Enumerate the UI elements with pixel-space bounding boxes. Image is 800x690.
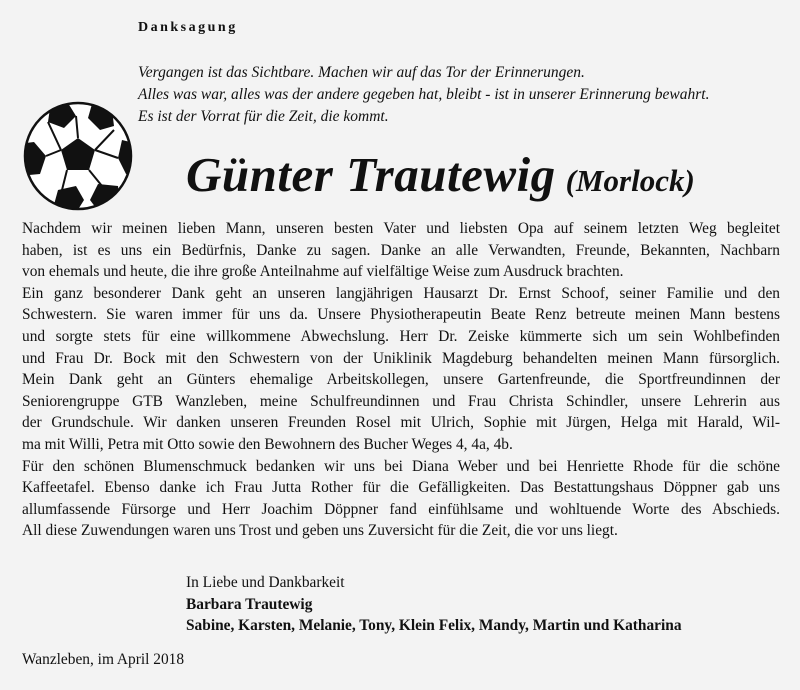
poem-line: Vergangen ist das Sichtbare. Machen wir auf das Tor der Erinnerungen. [138, 64, 585, 81]
text-line: allumfassende Fürsorge und Herr Joachim Döppner fand einfühlsame und wohltuende Worte des Abschieds. [22, 500, 780, 518]
family-names: Sabine, Karsten, Melanie, Tony, Klein Felix, Mandy, Martin und Katharina [186, 617, 682, 635]
text-line: von ehemals und heute, die ihre große Anteilnahme auf vielfältige Weise zum Ausdruck brachten. [22, 263, 624, 281]
poem-line: Alles was war, alles was der andere gegeben hat, bleibt - ist in unserer Erinnerung bewahrt. [138, 86, 710, 103]
deceased-name-line [186, 146, 695, 203]
widow-name: Barbara Trautewig [186, 595, 313, 613]
text-line: Schwestern. Sie waren immer für uns da. Unsere Physiotherapeutin Beate Renz betreute meinen Mann bestens [22, 306, 780, 324]
text-line: und sorgte stets für eine willkommene Abwechslung. Herr Dr. Zeiske kümmerte sich um sein Wohlbefinden [22, 327, 780, 345]
text-line: Mein Dank geht an Günters ehemalige Arbeitskollegen, unsere Gartenfreunde, die Sportfreundinnen der [22, 371, 780, 389]
text-line: der Grundschule. Wir danken unseren Freunden Rosel mit Ulrich, Sophie mit Jürgen, Helga mit Harald, Wil- [22, 414, 780, 432]
text-line: Nachdem wir meinen lieben Mann, unseren besten Vater und liebsten Opa auf seinem letzten Weg begleitet [22, 220, 780, 237]
text-line: Kaffeetafel. Ebenso danke ich Frau Jutta Rother für die Gefälligkeiten. Das Bestattungshaus Döppner gab uns [22, 479, 780, 497]
thank-you-text [22, 218, 780, 542]
text-line: haben, ist es uns ein Bedürfnis, Danke zu sagen. Danke an alle Verwandten, Freunde, Bekannten, Nachbarn [22, 241, 780, 259]
poem [138, 62, 709, 128]
text-line: ma mit Willi, Petra mit Otto sowie den Bewohnern des Bucher Weges 4, 4a, 4b. [22, 435, 513, 453]
soccer-ball-icon [22, 100, 134, 212]
closing-signature [186, 572, 682, 637]
text-line: Seniorengruppe GTB Wanzleben, meine Schulfreundinnen und Frau Christa Schindler, unsere Lehrerin aus [22, 392, 780, 410]
text-line: Ein ganz besonderer Dank geht an unseren langjährigen Hausarzt Dr. Ernst Schoof, seiner Familie und den [22, 284, 780, 302]
text-line: und Frau Dr. Bock mit den Schwestern von der Uniklinik Magdeburg behandelten meinen Mann fürsorglich. [22, 349, 780, 367]
poem-line: Es ist der Vorrat für die Zeit, die kommt. [138, 108, 389, 125]
text-line: Für den schönen Blumenschmuck bedanken wir uns bei Diana Weber und bei Henriette Rhode für die schöne [22, 457, 780, 475]
text-line: All diese Zuwendungen waren uns Trost und geben uns Zuversicht für die Zeit, die vor uns liegt. [22, 522, 618, 540]
closing-greeting: In Liebe und Dankbarkeit [186, 574, 345, 591]
deceased-name: Günter Trautewig [186, 147, 556, 202]
maiden-name: (Morlock) [565, 163, 695, 198]
place-date: Wanzleben, im April 2018 [22, 651, 185, 668]
heading: Danksagung [138, 20, 238, 35]
